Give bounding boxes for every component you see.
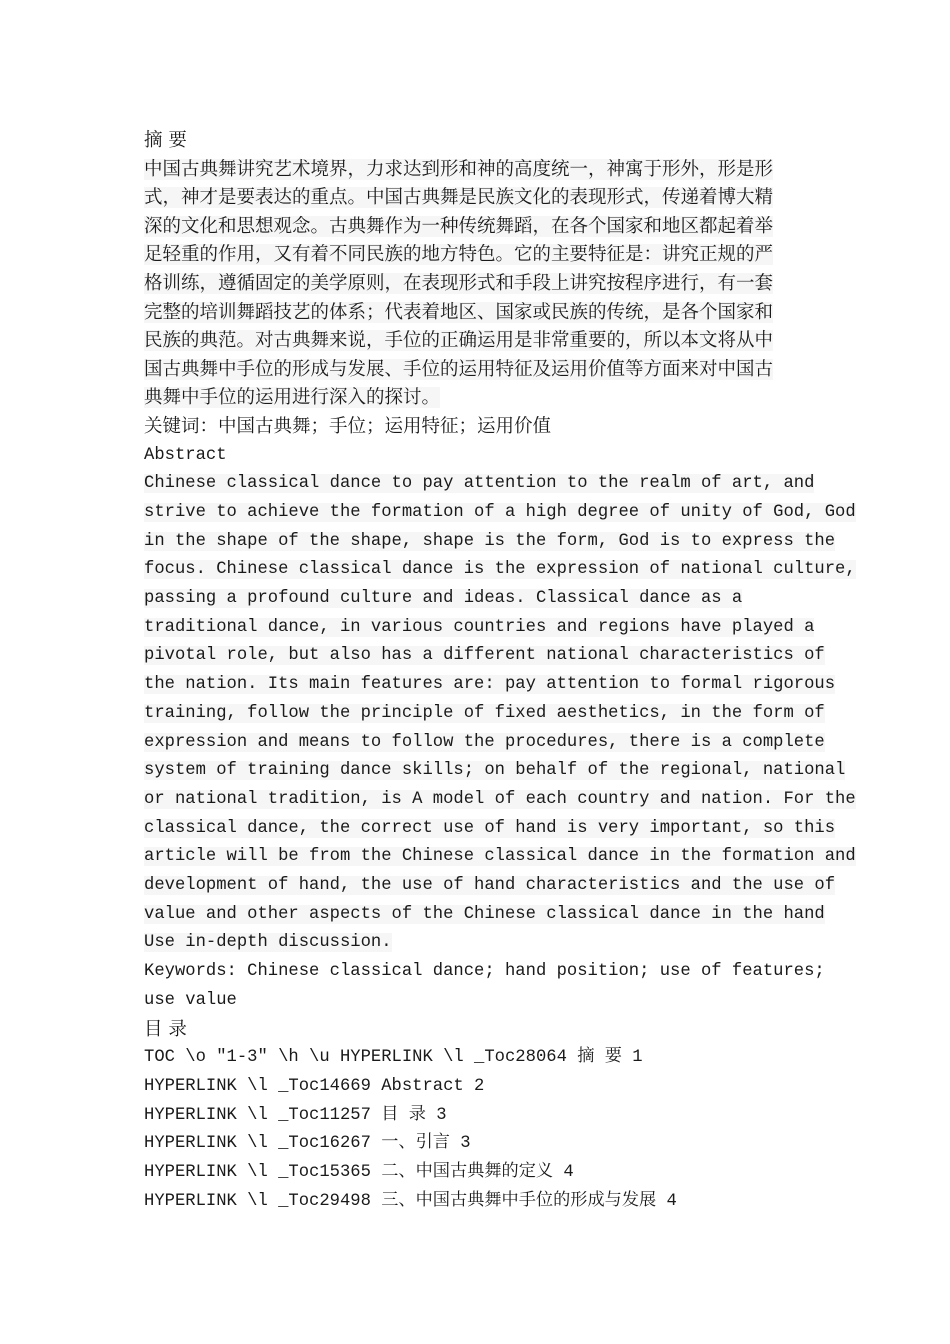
toc-entry-link[interactable]: HYPERLINK \l _Toc15365 二、中国古典舞的定义 4	[144, 1163, 574, 1182]
english-abstract-line: system of training dance skills; on behalf of the regional, national	[144, 761, 846, 781]
chinese-abstract-line: 完整的培训舞蹈技艺的体系；代表着地区、国家或民族的传统，是各个国家和	[144, 301, 774, 323]
chinese-abstract-line: 国古典舞中手位的形成与发展、手位的运用特征及运用价值等方面来对中国古	[144, 358, 774, 380]
chinese-abstract-line: 中国古典舞讲究艺术境界，力求达到形和神的高度统一，神寓于形外，形是形	[144, 158, 774, 180]
english-abstract-line: training, follow the principle of fixed aesthetics, in the form of	[144, 703, 825, 723]
chinese-abstract-line: 足轻重的作用，又有着不同民族的地方特色。它的主要特征是：讲究正规的严	[144, 244, 774, 266]
english-abstract-line: value and other aspects of the Chinese classical dance in the hand	[144, 904, 825, 924]
english-abstract-line: strive to achieve the formation of a high degree of unity of God, God	[144, 502, 856, 522]
toc-entry-link[interactable]: HYPERLINK \l _Toc11257 目 录 3	[144, 1105, 447, 1125]
toc-entry-link[interactable]: HYPERLINK \l _Toc29498 三、中国古典舞中手位的形成与发展 4	[144, 1191, 677, 1211]
english-keywords-line: Keywords: Chinese classical dance; hand position; use of features;	[144, 962, 825, 982]
english-keywords	[144, 958, 824, 1015]
chinese-abstract-body	[144, 156, 824, 413]
toc-entry-link[interactable]: HYPERLINK \l _Toc16267 一、引言 3	[144, 1134, 471, 1154]
toc-heading: 目 录	[144, 1018, 187, 1040]
english-abstract-line: Use in-depth discussion.	[144, 933, 392, 953]
english-abstract-line: pivotal role, but also has a different national characteristics of	[144, 646, 825, 666]
english-abstract-line: or national tradition, is A model of each country and nation. For the	[144, 789, 856, 809]
chinese-abstract-line: 式，神才是要表达的重点。中国古典舞是民族文化的表现形式，传递着博大精	[144, 187, 774, 209]
english-abstract-line: in the shape of the shape, shape is the form, God is to express the	[144, 531, 836, 551]
document-page	[144, 127, 856, 1216]
chinese-abstract-line: 民族的典范。对古典舞来说，手位的正确运用是非常重要的，所以本文将从中	[144, 330, 774, 352]
english-abstract-line: Chinese classical dance to pay attention to the realm of art, and	[144, 474, 815, 494]
toc-entry-link[interactable]: HYPERLINK \l _Toc14669 Abstract 2	[144, 1076, 485, 1096]
toc-entry-link[interactable]: TOC \o "1-3" \h \u HYPERLINK \l _Toc28064 摘 要 1	[144, 1048, 643, 1068]
chinese-abstract-section	[144, 127, 824, 442]
english-abstract-line: expression and means to follow the procedures, there is a complete	[144, 732, 825, 752]
english-abstract-heading: Abstract	[144, 445, 227, 465]
english-abstract-line: passing a profound culture and ideas. Classical dance as a	[144, 589, 743, 609]
english-abstract-body	[144, 470, 856, 958]
chinese-keywords: 关键词：中国古典舞；手位；运用特征；运用价值	[144, 415, 552, 437]
english-abstract-line: focus. Chinese classical dance is the expression of national culture,	[144, 560, 856, 580]
english-keywords-line: use value	[144, 990, 237, 1010]
english-abstract-line: traditional dance, in various countries and regions have played a	[144, 617, 815, 637]
chinese-abstract-heading: 摘 要	[144, 130, 187, 151]
table-of-contents	[144, 1016, 824, 1217]
chinese-abstract-line: 典舞中手位的运用进行深入的探讨。	[144, 387, 441, 409]
english-abstract-line: development of hand, the use of hand characteristics and the use of	[144, 876, 836, 896]
english-abstract-line: the nation. Its main features are: pay attention to formal rigorous	[144, 675, 836, 695]
chinese-abstract-line: 深的文化和思想观念。古典舞作为一种传统舞蹈，在各个国家和地区都起着举	[144, 215, 774, 237]
chinese-abstract-line: 格训练，遵循固定的美学原则，在表现形式和手段上讲究按程序进行，有一套	[144, 272, 774, 294]
english-abstract-line: article will be from the Chinese classical dance in the formation and	[144, 847, 856, 867]
english-abstract-section	[144, 442, 856, 1016]
english-abstract-line: classical dance, the correct use of hand is very important, so this	[144, 818, 836, 838]
